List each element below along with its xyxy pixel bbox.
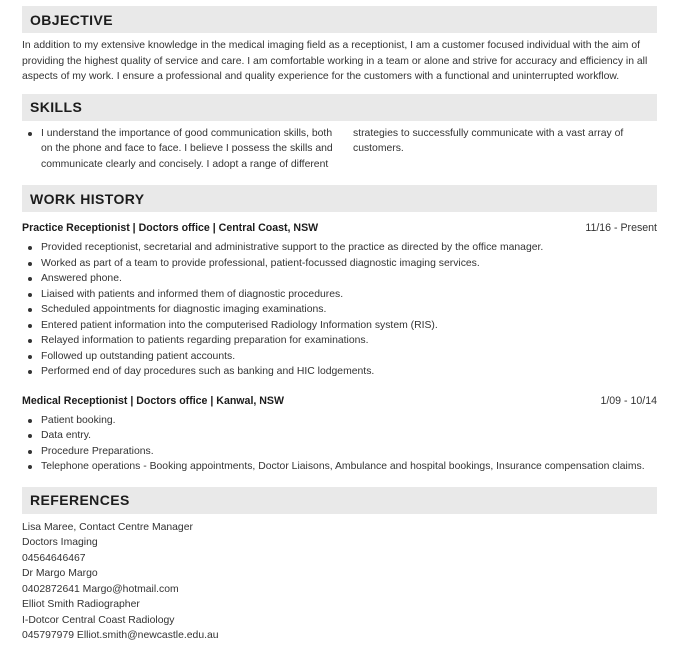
job-duties [22,240,657,380]
objective-text: In addition to my extensive knowledge in the medical imaging field as a receptionist, I am a customer focused individual with the aim of providing the highest quality of service and care. I am comfortable working in a team or alone and strive for accuracy and efficiency in all aspects of my work. I ensure a professional and quality experience for the customers with a functional and uninterrupted workflow. [22,40,648,82]
skills-column-1 [22,126,353,173]
duty-item: Answered phone. [22,271,657,287]
reference-line: Elliot Smith Radiographer [22,599,140,610]
duty-item: Data entry. [22,428,657,444]
job-header [22,394,657,408]
job-dates: 11/16 - Present [585,222,657,234]
references-list [22,520,657,644]
duty-item: Worked as part of a team to provide professional, patient-focussed diagnostic imaging services. [22,256,657,272]
reference-line: I-Dotcor Central Coast Radiology [22,614,175,626]
job-duties [22,413,657,475]
skills-list [22,126,657,173]
skill-item: I understand the importance of good communication skills, both on the phone and face to face. I believe I possess the skills and communicate clearly and concisely. I adopt a range of different [22,126,353,173]
reference-line: 04564646467 [22,552,86,564]
job-dates: 1/09 - 10/14 [600,394,657,407]
duty-item: Provided receptionist, secretarial and administrative support to the practice as directed by the office manager. [22,240,657,256]
reference-line: Lisa Maree, Contact Centre Manager [22,521,193,533]
reference-line: Dr Margo Margo [22,568,98,579]
job-header [22,221,657,235]
references-heading: REFERENCES [22,487,657,514]
reference-line: Doctors Imaging [22,537,98,548]
work-history-heading: WORK HISTORY [22,185,657,212]
job-title: Medical Receptionist | Doctors office | Kanwal, NSW [22,394,284,407]
duty-item: Followed up outstanding patient accounts. [22,349,657,365]
reference-line: 0402872641 Margo@hotmail.com [22,583,179,595]
resume-page [22,6,657,644]
duty-item: Liaised with patients and informed them of diagnostic procedures. [22,287,657,303]
duty-item: Patient booking. [22,413,657,429]
reference-line: 045797979 Elliot.smith@newcastle.edu.au [22,630,219,641]
duty-item: Telephone operations - Booking appointments, Doctor Liaisons, Ambulance and hospital bookings, Insurance compensation claims. [22,459,657,475]
objective-heading: OBJECTIVE [22,6,657,33]
duty-item: Performed end of day procedures such as banking and HIC lodgements. [22,364,657,380]
job-title: Practice Receptionist | Doctors office | Central Coast, NSW [22,222,319,234]
duty-item: Entered patient information into the computerised Radiology Information system (RIS). [22,318,657,334]
duty-item: Procedure Preparations. [22,444,657,460]
duty-item: Scheduled appointments for diagnostic imaging examinations. [22,302,657,318]
skills-column-2: strategies to successfully communicate with a vast array of customers. [353,127,624,154]
duty-item: Relayed information to patients regarding preparation for examinations. [22,333,657,349]
skills-heading: SKILLS [22,94,657,121]
